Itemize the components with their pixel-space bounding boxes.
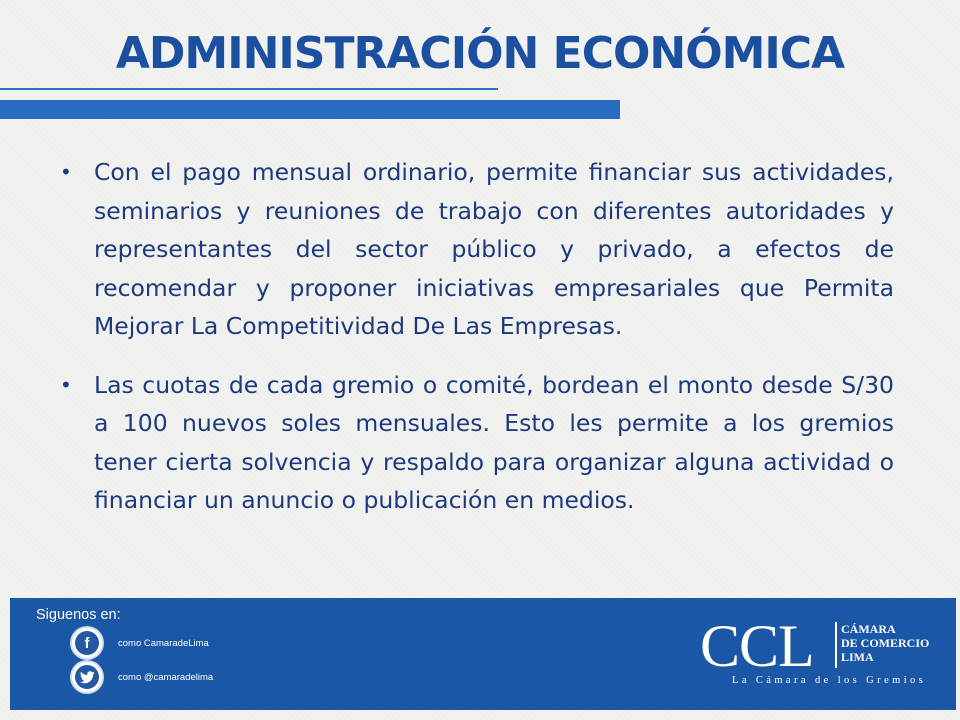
facebook-icon[interactable] bbox=[72, 628, 102, 658]
logo-name-line: LIMA bbox=[841, 650, 874, 664]
bullet-item bbox=[60, 153, 894, 346]
facebook-link[interactable] bbox=[72, 628, 209, 658]
bullet-list bbox=[60, 153, 894, 540]
logo-name-line: DE COMERCIO bbox=[841, 636, 930, 650]
ccl-logo bbox=[700, 614, 940, 694]
follow-us-label: Siguenos en: bbox=[36, 607, 121, 623]
slide-title: ADMINISTRACIÓN ECONÓMICA bbox=[115, 28, 845, 79]
logo-tagline: La Cámara de los Gremios bbox=[732, 675, 927, 686]
logo-divider bbox=[835, 622, 837, 668]
twitter-icon[interactable] bbox=[72, 662, 102, 692]
twitter-glyph bbox=[75, 665, 99, 689]
facebook-glyph: f bbox=[75, 631, 99, 655]
bullet-item bbox=[60, 366, 894, 520]
bullet-icon: • bbox=[60, 372, 72, 397]
title-accent-bar bbox=[0, 100, 620, 119]
footer-banner bbox=[10, 598, 956, 710]
title-underline bbox=[0, 88, 498, 90]
facebook-handle: como CamaradeLima bbox=[118, 637, 209, 649]
logo-name-line: CÁMARA bbox=[841, 622, 896, 636]
twitter-handle: como @camaradelima bbox=[118, 671, 214, 683]
bullet-text: Las cuotas de cada gremio o comité, bordean el monto desde S/30 a 100 nuevos soles mensuales. Esto les permite a los gremios tener cierta solvencia y respaldo para organizar alguna actividad o financiar un anuncio o publicación en medios. bbox=[94, 370, 894, 514]
bullet-text: Con el pago mensual ordinario, permite financiar sus actividades, seminarios y reuniones de trabajo con diferentes autoridades y representantes del sector público y privado, a efectos de recomendar y proponer iniciativas empresariales que Permita Mejorar La Competitividad De Las Empresas. bbox=[94, 158, 894, 340]
twitter-link[interactable] bbox=[72, 662, 213, 692]
logo-name bbox=[841, 622, 929, 664]
bullet-icon: • bbox=[60, 160, 72, 184]
logo-letters: CCL bbox=[700, 613, 814, 679]
